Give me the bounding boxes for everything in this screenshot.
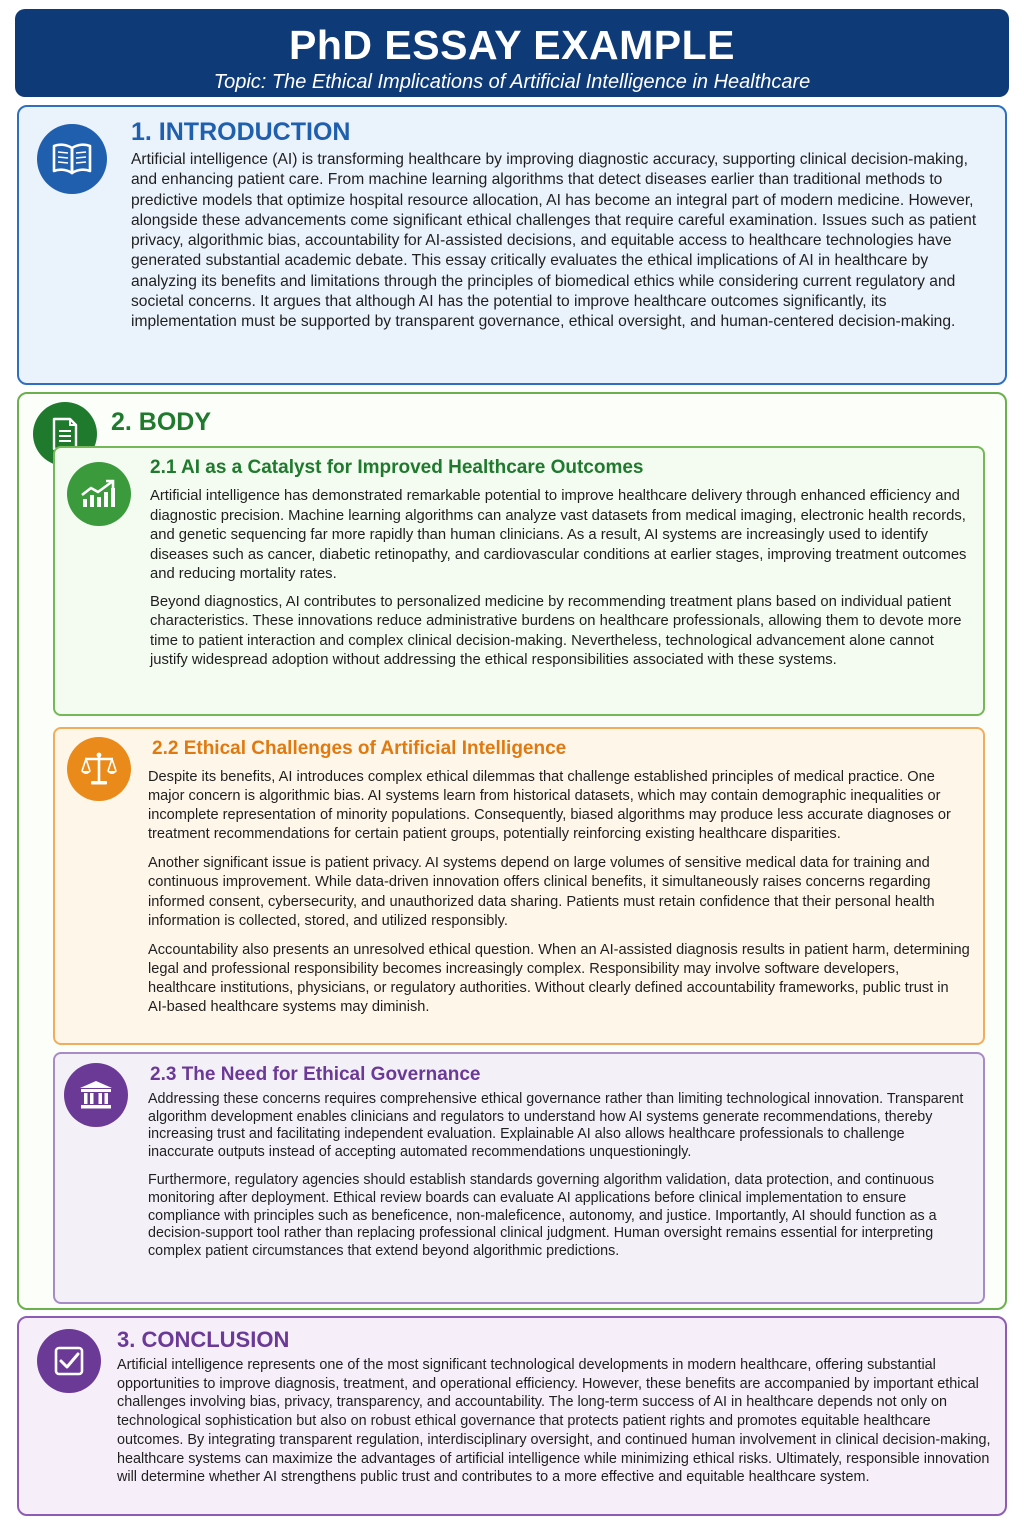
section-2-2-heading: 2.2 Ethical Challenges of Artificial Intelligence — [152, 738, 567, 759]
section-2-1-heading: 2.1 AI as a Catalyst for Improved Healthcare Outcomes — [150, 457, 644, 478]
conclusion-heading: 3. CONCLUSION — [117, 1327, 290, 1352]
scales-icon — [67, 737, 131, 801]
section-2-1-paragraph: Artificial intelligence has demonstrated remarkable potential to improve healthcare delivery through enhanced efficiency and diagnostic precision. Machine learning algorithms can analyze vast datasets from medical imaging, electronic health records, and genetic sequencing far more rapidly than human clinicians. As a result, AI systems are increasingly used to identify diseases such as cancer, diabetic retinopathy, and cardiovascular conditions at earlier stages, improving treatment outcomes and reducing mortality rates. — [150, 488, 967, 582]
section-2-2-text — [148, 768, 970, 1017]
introduction-paragraph: Artificial intelligence (AI) is transforming healthcare by improving diagnostic accuracy, supporting clinical decision-making, and enhancing patient care. From machine learning algorithms that detect diseases earlier than traditional methods to predictive models that optimize hospital resource allocation, AI has become an integral part of modern medicine. However, alongside these advancements come significant ethical challenges that require careful examination. Issues such as patient privacy, algorithmic bias, accountability for AI-assisted decisions, and equitable access to healthcare technologies have generated substantial academic debate. This essay critically evaluates the ethical implications of AI in healthcare by analyzing its benefits and limitations through the principles of biomedical ethics while considering current regulatory and societal concerns. It argues that although AI has the potential to improve healthcare outcomes significantly, its implementation must be supported by transparent governance, ethical oversight, and human-centered decision-making. — [131, 151, 977, 331]
section-2-3-text — [148, 1091, 970, 1260]
conclusion-paragraph: Artificial intelligence represents one of the most significant technological developments in modern healthcare, offering substantial opportunities to improve diagnosis, treatment, and operational efficiency. However, these benefits are accompanied by important ethical challenges involving bias, privacy, transparency, and accountability. The long-term success of AI in healthcare depends not only on technological sophistication but also on robust ethical governance that protects patient rights and promotes equitable healthcare outcomes. By integrating transparent regulation, interdisciplinary oversight, and continued human involvement in clinical decision-making, healthcare systems can maximize the advantages of artificial intelligence while minimizing ethical risks. Ultimately, responsible innovation will determine whether AI strengthens public trust and contributes to a more effective and equitable healthcare system. — [117, 1357, 991, 1486]
introduction-text — [131, 150, 991, 333]
section-2-3-heading: 2.3 The Need for Ethical Governance — [150, 1064, 481, 1085]
section-2-3-paragraph: Furthermore, regulatory agencies should establish standards governing algorithm validation, data protection, and continuous monitoring after deployment. Ethical review boards can evaluate AI applications before clinical implementation to ensure compliance with principles such as beneficence, non-maleficence, autonomy, and justice. Importantly, AI should function as a decision-support tool rather than replacing professional clinical judgment. Human oversight remains essential for interpreting complex patient circumstances that extend beyond algorithmic predictions. — [148, 1172, 937, 1259]
growth-chart-icon — [67, 462, 131, 526]
body-heading: 2. BODY — [111, 408, 212, 436]
section-2-2-paragraph: Another significant issue is patient privacy. AI systems depend on large volumes of sensitive medical data for training and continuous improvement. While data-driven innovation offers clinical benefits, it simultaneously raises concerns regarding informed consent, cybersecurity, and unauthorized data sharing. Patients must retain confidence that their personal health information is collected, stored, and utilized responsibly. — [148, 855, 935, 929]
section-2-1-paragraph: Beyond diagnostics, AI contributes to personalized medicine by recommending treatment plans based on individual patient characteristics. These innovations reduce administrative burdens on healthcare professionals, allowing them to devote more time to patient interaction and complex clinical decision-making. Nevertheless, technological advancement alone cannot justify widespread adoption without addressing the ethical responsibilities associated with these systems. — [150, 593, 962, 668]
section-2-2-paragraph: Accountability also presents an unresolved ethical question. When an AI-assisted diagnosis results in patient harm, determining legal and professional responsibility becomes increasingly complex. Responsibility may involve software developers, healthcare institutions, physicians, or regulatory authorities. Without clearly defined accountability frameworks, public trust in AI-based healthcare systems may diminish. — [148, 941, 970, 1016]
page-subtitle: Topic: The Ethical Implications of Artificial Intelligence in Healthcare — [213, 71, 811, 93]
introduction-heading: 1. INTRODUCTION — [131, 118, 351, 146]
page-title: PhD ESSAY EXAMPLE — [289, 22, 735, 68]
conclusion-text — [117, 1356, 991, 1487]
section-2-1-text — [150, 487, 970, 671]
open-book-icon — [37, 124, 107, 194]
section-2-2-paragraph: Despite its benefits, AI introduces complex ethical dilemmas that challenge established principles of medical practice. One major concern is algorithmic bias. AI systems learn from historical datasets, which may contain demographic inequalities or incomplete representation of minority populations. Consequently, biased algorithms may produce less accurate diagnoses or treatment recommendations for certain patient groups, potentially reinforcing existing healthcare disparities. — [148, 769, 951, 843]
page-header — [15, 9, 1009, 97]
section-2-3-paragraph: Addressing these concerns requires comprehensive ethical governance rather than limiting technological innovation. Transparent algorithm development enables clinicians and regulators to understand how AI systems generate recommendations, thereby increasing trust and facilitating independent evaluation. Explainable AI also allows healthcare professionals to challenge inaccurate outputs instead of accepting automated recommendations unquestioningly. — [148, 1091, 964, 1160]
checkbox-icon — [37, 1329, 101, 1393]
institution-icon — [64, 1063, 128, 1127]
